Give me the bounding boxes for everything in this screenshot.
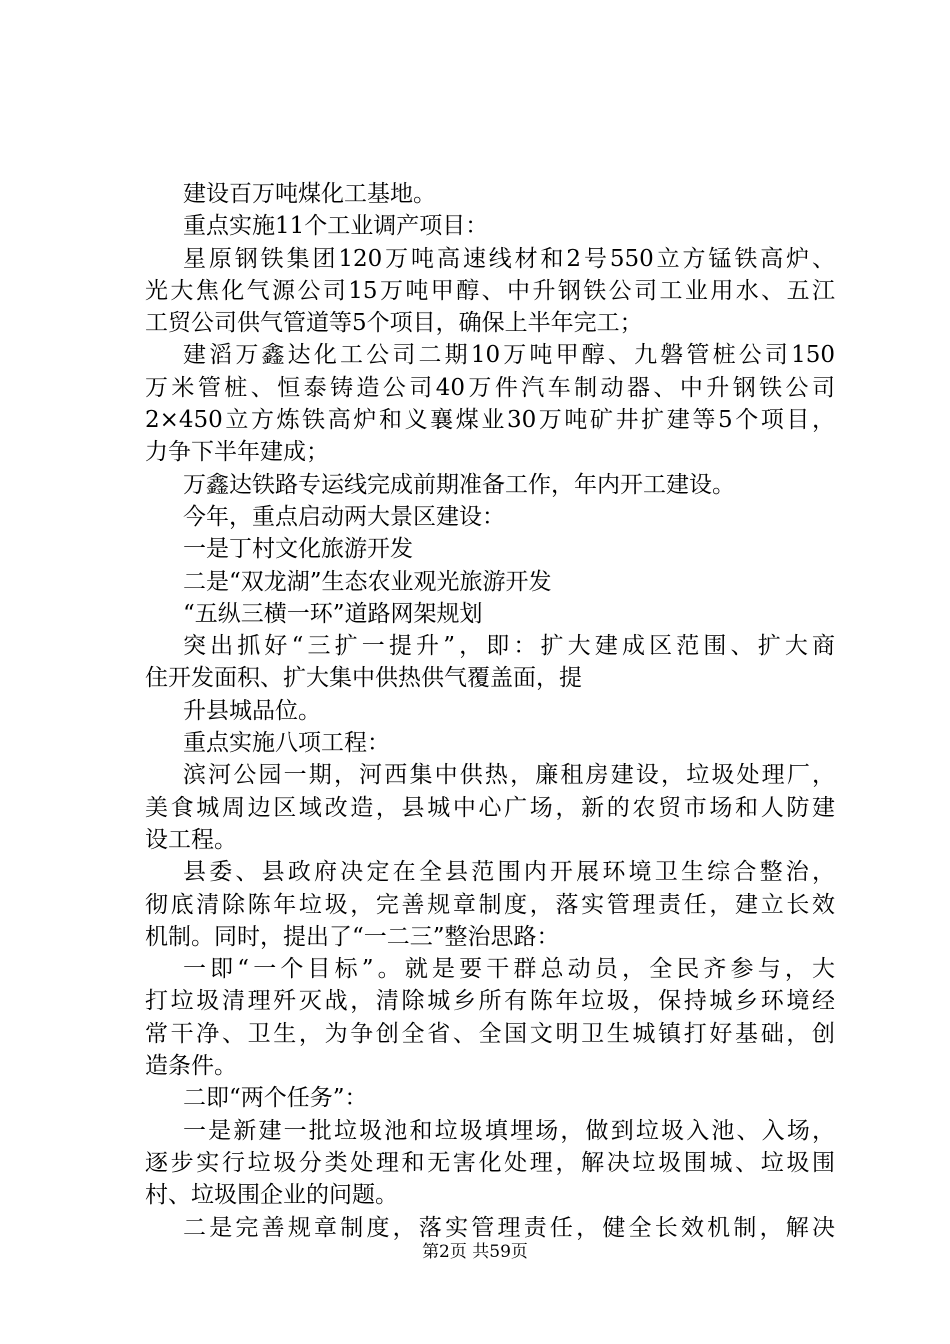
- text-line: 万鑫达铁路专运线完成前期准备工作，年内开工建设。: [183, 471, 735, 498]
- document-body: [145, 178, 835, 1244]
- text-line: 造条件。: [145, 1053, 237, 1080]
- text-line: 今年，重点启动两大景区建设：: [183, 503, 505, 530]
- text-line: 住开发面积、扩大集中供热供气覆盖面，提: [145, 665, 582, 692]
- text-line: 二是完善规章制度，落实管理责任，健全长效机制，解决: [183, 1214, 835, 1241]
- text-line: 彻底清除陈年垃圾，完善规章制度，落实管理责任，建立长效: [145, 891, 835, 918]
- text-line: 村、垃圾围企业的问题。: [145, 1182, 398, 1209]
- text-line: 滨河公园一期，河西集中供热，廉租房建设，垃圾处理厂，: [183, 762, 835, 789]
- text-line: 力争下半年建成；: [145, 439, 329, 466]
- text-line: 重点实施11个工业调产项目：: [183, 213, 489, 240]
- text-line: 县委、县政府决定在全县范围内开展环境卫生综合整治，: [183, 859, 835, 886]
- text-line: 一即“一个目标”。就是要干群总动员，全民齐参与，大: [183, 956, 835, 983]
- text-line: 常干净、卫生，为争创全省、全国文明卫生城镇打好基础，创: [145, 1020, 835, 1047]
- text-line: 二即“两个任务”：: [183, 1085, 368, 1112]
- text-line: 光大焦化气源公司15万吨甲醇、中升钢铁公司工业用水、五江: [145, 277, 835, 304]
- text-line: 二是“双龙湖”生态农业观光旅游开发: [183, 568, 552, 595]
- text-line: 重点实施八项工程：: [183, 730, 390, 757]
- text-line: 一是新建一批垃圾池和垃圾填埋场，做到垃圾入池、入场，: [183, 1117, 835, 1144]
- text-line: 美食城周边区域改造，县城中心广场，新的农贸市场和人防建: [145, 794, 835, 821]
- text-line: 工贸公司供气管道等5个项目，确保上半年完工；: [145, 310, 643, 337]
- text-line: 升县城品位。: [183, 697, 321, 724]
- text-line: 建滔万鑫达化工公司二期10万吨甲醇、九磐管桩公司150: [183, 342, 835, 369]
- text-line: 机制。同时，提出了“一二三”整治思路：: [145, 923, 560, 950]
- text-line: 星原钢铁集团120万吨高速线材和2号550立方锰铁高炉、: [183, 245, 835, 272]
- page-number-footer: 第2页 共59页: [422, 1242, 528, 1262]
- text-line: 突出抓好“三扩一提升”，即：扩大建成区范围、扩大商: [183, 633, 835, 660]
- text-line: 设工程。: [145, 826, 237, 853]
- text-line: 打垃圾清理歼灭战，清除城乡所有陈年垃圾，保持城乡环境经: [145, 988, 835, 1015]
- text-line: 建设百万吨煤化工基地。: [183, 181, 436, 207]
- text-line: “五纵三横一环”道路网架规划: [183, 600, 483, 627]
- text-line: 一是丁村文化旅游开发: [183, 536, 413, 563]
- text-line: 逐步实行垃圾分类处理和无害化处理，解决垃圾围城、垃圾围: [145, 1149, 835, 1176]
- text-line: 2×450立方炼铁高炉和义襄煤业30万吨矿井扩建等5个项目，: [145, 407, 835, 434]
- text-line: 万米管桩、恒泰铸造公司40万件汽车制动器、中升钢铁公司: [145, 374, 835, 401]
